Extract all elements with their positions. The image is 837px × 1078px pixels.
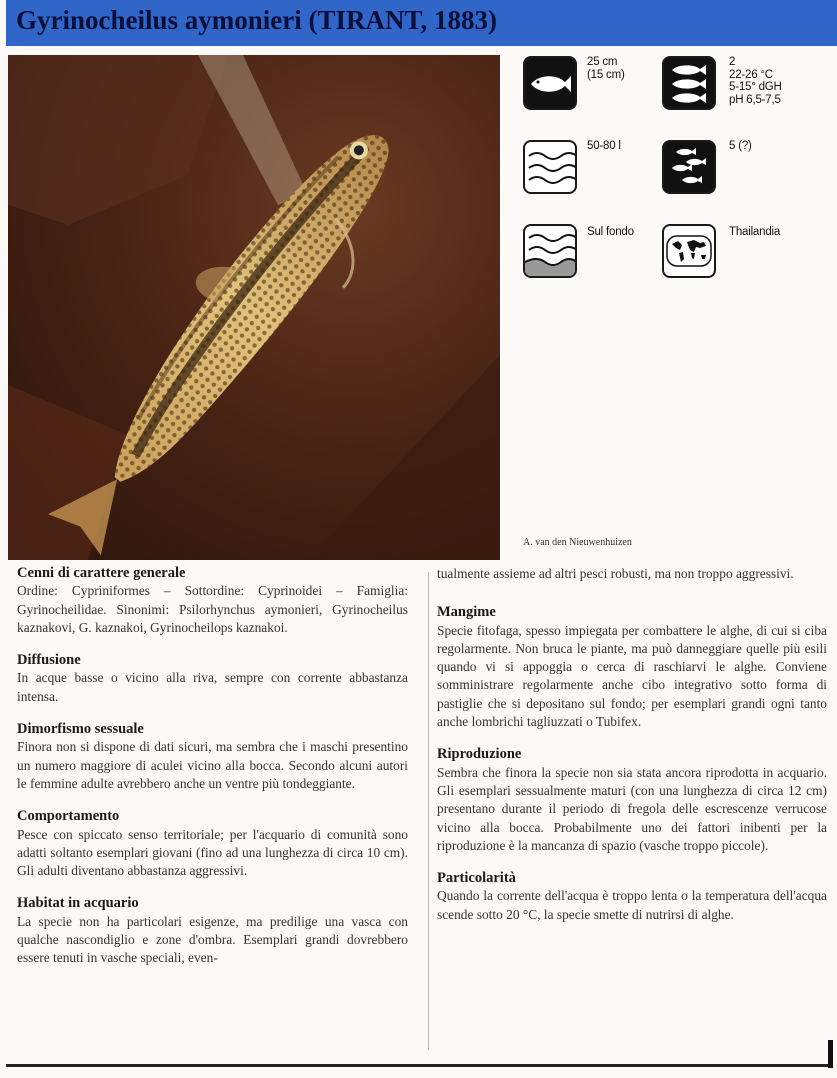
page-title: Gyrinocheilus aymonieri (TIRANT, 1883)	[16, 5, 497, 35]
section-habitat	[17, 894, 408, 967]
fish-photo	[8, 55, 500, 560]
section-text: In acque basse o vicino alla riva, sempre con corrente abbastanza intensa.	[17, 670, 408, 704]
edge-mark	[828, 1040, 833, 1068]
section-reproduction	[437, 745, 827, 855]
fish-illustration	[8, 55, 500, 560]
bottom-rule	[6, 1064, 833, 1067]
section-text: Specie fitofaga, spesso impiegata per combattere le alghe, di cui si ciba regolarmente. Non bruca le piante, ma può danneggiare quelle più esili quando vi si appoggia o cerca di raschiarvi le alghe. Conviene somministrare regolarmente anche cibo integrativo sotto forma di pastiglie che si depositano sul fondo; per esemplari grandi ogni tanto anche lombrichi tagliuzzati o Tubifex.	[437, 622, 827, 730]
column-divider	[428, 572, 429, 1050]
water-parameters-icon	[662, 56, 716, 110]
water-spec: 2 22-26 °C 5-15° dGH pH 6,5-7,5	[729, 56, 782, 106]
section-text: Sembra che finora la specie non sia stata ancora riprodotta in acquario. Gli esemplari sessualmente maturi (con una lunghezza di circa 12 cm) presentano durante il periodo di fregola delle escrescenze verrucose vicino alla bocca. Probabilmente uno dei fattori inibenti per la riproduzione è la mancanza di spazio (vasche troppo piccole).	[437, 764, 827, 853]
swimming-zone-icon	[523, 224, 577, 278]
section-food	[437, 603, 827, 731]
section-text: Finora non si dispone di dati sicuri, ma sembra che i maschi presentino un numero maggiore di aculei vicino alla bocca. Secondo alcuni autori le femmine adulte avrebbero anche un ventre più tondeggiante.	[17, 739, 408, 791]
section-heading: Diffusione	[17, 652, 81, 669]
zone-spec: Sul fondo	[587, 226, 634, 238]
section-heading: Riproduzione	[437, 746, 522, 763]
section-heading: Cenni di carattere generale	[17, 565, 186, 581]
origin-spec: Thailandia	[729, 226, 781, 238]
section-distribution	[17, 651, 408, 706]
section-behaviour	[17, 807, 408, 880]
section-text: Ordine: Cypriniformes – Sottordine: Cyprinoidei – Famiglia: Gyrinocheilidae. Sinonimi: Psilorhynchus aymonieri, Gyrinocheilus kaznakovi, G. kaznakoi, Gyrinocheilops kaznakoi.	[17, 583, 408, 635]
tank-volume-icon	[523, 140, 577, 194]
section-text: La specie non ha particolari esigenze, ma predilige una vasca con qualche nascondiglio e zone d'ombra. Esemplari grandi dovrebbero essere tenuti in vasche speciali, even-	[17, 913, 408, 966]
left-column	[17, 564, 408, 982]
section-heading: Particolarità	[437, 870, 516, 887]
section-particularities	[437, 869, 827, 924]
section-heading: Mangime	[437, 604, 496, 621]
section-dimorphism	[17, 720, 408, 793]
size-spec: 25 cm (15 cm)	[587, 56, 625, 81]
volume-spec: 50-80 l	[587, 140, 621, 152]
school-of-fish-icon	[662, 140, 716, 194]
right-column	[437, 565, 827, 938]
section-general	[17, 564, 408, 637]
section-continuation	[437, 565, 827, 583]
world-map-icon	[662, 224, 716, 278]
section-text: tualmente assieme ad altri pesci robusti, ma non troppo aggressivi.	[437, 566, 794, 581]
section-text: Quando la corrente dell'acqua è troppo lenta o la temperatura dell'acqua scende sotto 20 °C, la specie smette di nutrirsi di alghe.	[437, 888, 827, 922]
section-heading: Dimorfismo sessuale	[17, 721, 144, 738]
section-text: Pesce con spiccato senso territoriale; per l'acquario di comunità sono adatti soltanto esemplari giovani (fino ad una lunghezza di circa 10 cm). Gli adulti diventano abbastanza aggressivi.	[17, 826, 408, 879]
fish-size-icon	[523, 56, 577, 110]
section-heading: Habitat in acquario	[17, 895, 139, 912]
group-spec: 5 (?)	[729, 140, 752, 152]
section-heading: Comportamento	[17, 808, 120, 825]
photo-credit: A. van den Nieuwenhuizen	[523, 537, 632, 548]
title-bar	[6, 0, 837, 46]
